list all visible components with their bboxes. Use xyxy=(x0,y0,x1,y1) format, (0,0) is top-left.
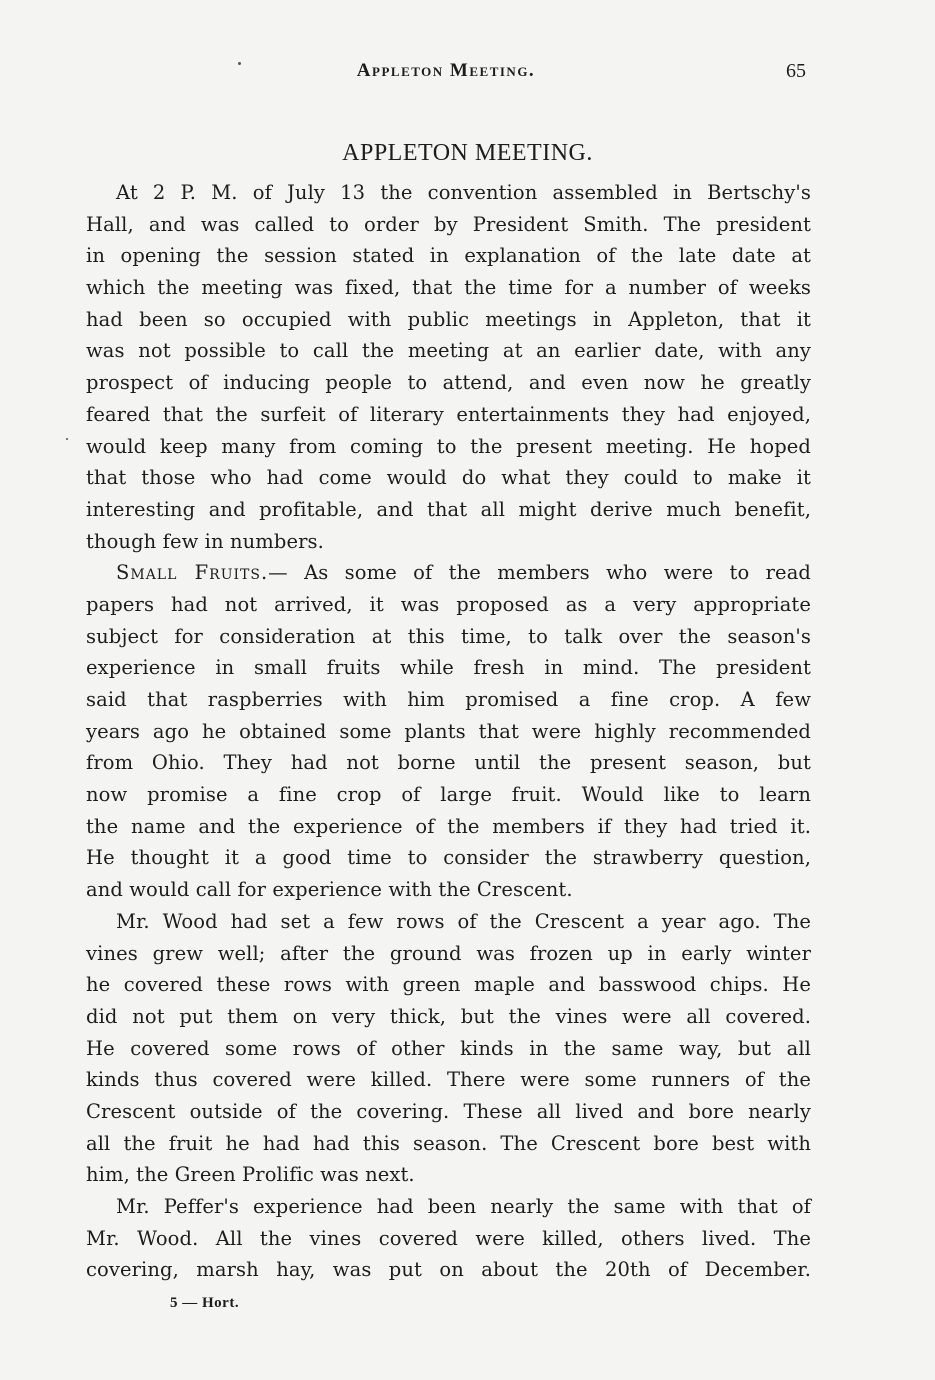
text-fragment: — As some of the members who were to read xyxy=(268,561,812,585)
text-line: he covered these rows with green maple and basswood chips. He xyxy=(86,973,811,997)
text-line: though few in numbers. xyxy=(86,529,324,553)
text-line: the name and the experience of the members if they had tried it. xyxy=(86,814,811,838)
text-line: Crescent outside of the covering. These all lived and bore nearly xyxy=(86,1099,811,1123)
print-speck xyxy=(238,62,241,65)
text-line: vines grew well; after the ground was frozen up in early winter xyxy=(86,941,811,965)
page-number: 65 xyxy=(786,60,806,82)
text-line: from Ohio. They had not borne until the present season, but xyxy=(86,751,811,775)
text-line: feared that the surfeit of literary entertainments they had enjoyed, xyxy=(86,402,811,426)
text-line: covering, marsh hay, was put on about the 20th of December. xyxy=(86,1258,811,1282)
text-line: would keep many from coming to the present meeting. He hoped xyxy=(86,434,811,458)
text-line: which the meeting was fixed, that the time for a number of weeks xyxy=(86,276,811,300)
text-line: said that raspberries with him promised a fine crop. A few xyxy=(86,688,811,711)
text-line: did not put them on very thick, but the vines were all covered. xyxy=(86,1004,811,1028)
text-line: Mr. Wood had set a few rows of the Crescent a year ago. The xyxy=(116,909,811,933)
text-line: subject for consideration at this time, to talk over the season's xyxy=(86,624,811,648)
text-line: was not possible to call the meeting at an earlier date, with any xyxy=(86,339,811,363)
text-line: Mr. Peffer's experience had been nearly the same with that of xyxy=(116,1195,811,1218)
text-line: now promise a fine crop of large fruit. Would like to learn xyxy=(86,783,811,807)
text-line: Mr. Wood. All the vines covered were killed, others lived. The xyxy=(86,1226,811,1250)
text-line: him, the Green Prolific was next. xyxy=(86,1163,415,1187)
signature-mark: 5 — Hort. xyxy=(170,1295,240,1311)
running-header xyxy=(86,60,806,86)
text-line xyxy=(86,557,811,589)
margin-speck xyxy=(66,438,68,440)
text-line: kinds thus covered were killed. There were some runners of the xyxy=(86,1068,811,1092)
run-in-heading: Small Fruits. xyxy=(116,561,269,585)
text-line: At 2 P. M. of July 13 the convention assembled in Bertschy's xyxy=(116,181,811,204)
text-line: prospect of inducing people to attend, and even now he greatly xyxy=(86,371,811,395)
text-line: He covered some rows of other kinds in the same way, but all xyxy=(86,1036,811,1060)
body-text xyxy=(86,177,811,1286)
text-line: papers had not arrived, it was proposed as a very appropriate xyxy=(86,592,811,616)
text-line: He thought it a good time to consider the strawberry question, xyxy=(86,846,811,870)
text-line: had been so occupied with public meetings in Appleton, that it xyxy=(86,307,811,331)
text-line: interesting and profitable, and that all might derive much benefit, xyxy=(86,497,811,521)
text-line: Hall, and was called to order by President Smith. The president xyxy=(86,212,811,236)
text-line: in opening the session stated in explanation of the late date at xyxy=(86,244,811,268)
text-line: years ago he obtained some plants that were highly recommended xyxy=(86,719,811,743)
text-line: all the fruit he had had this season. The Crescent bore best with xyxy=(86,1131,811,1155)
section-heading: APPLETON MEETING. xyxy=(342,140,593,166)
running-title: Appleton Meeting. xyxy=(356,60,536,81)
text-line: and would call for experience with the Crescent. xyxy=(86,878,573,902)
text-line: that those who had come would do what they could to make it xyxy=(86,466,811,490)
text-line: experience in small fruits while fresh in mind. The president xyxy=(86,656,811,680)
